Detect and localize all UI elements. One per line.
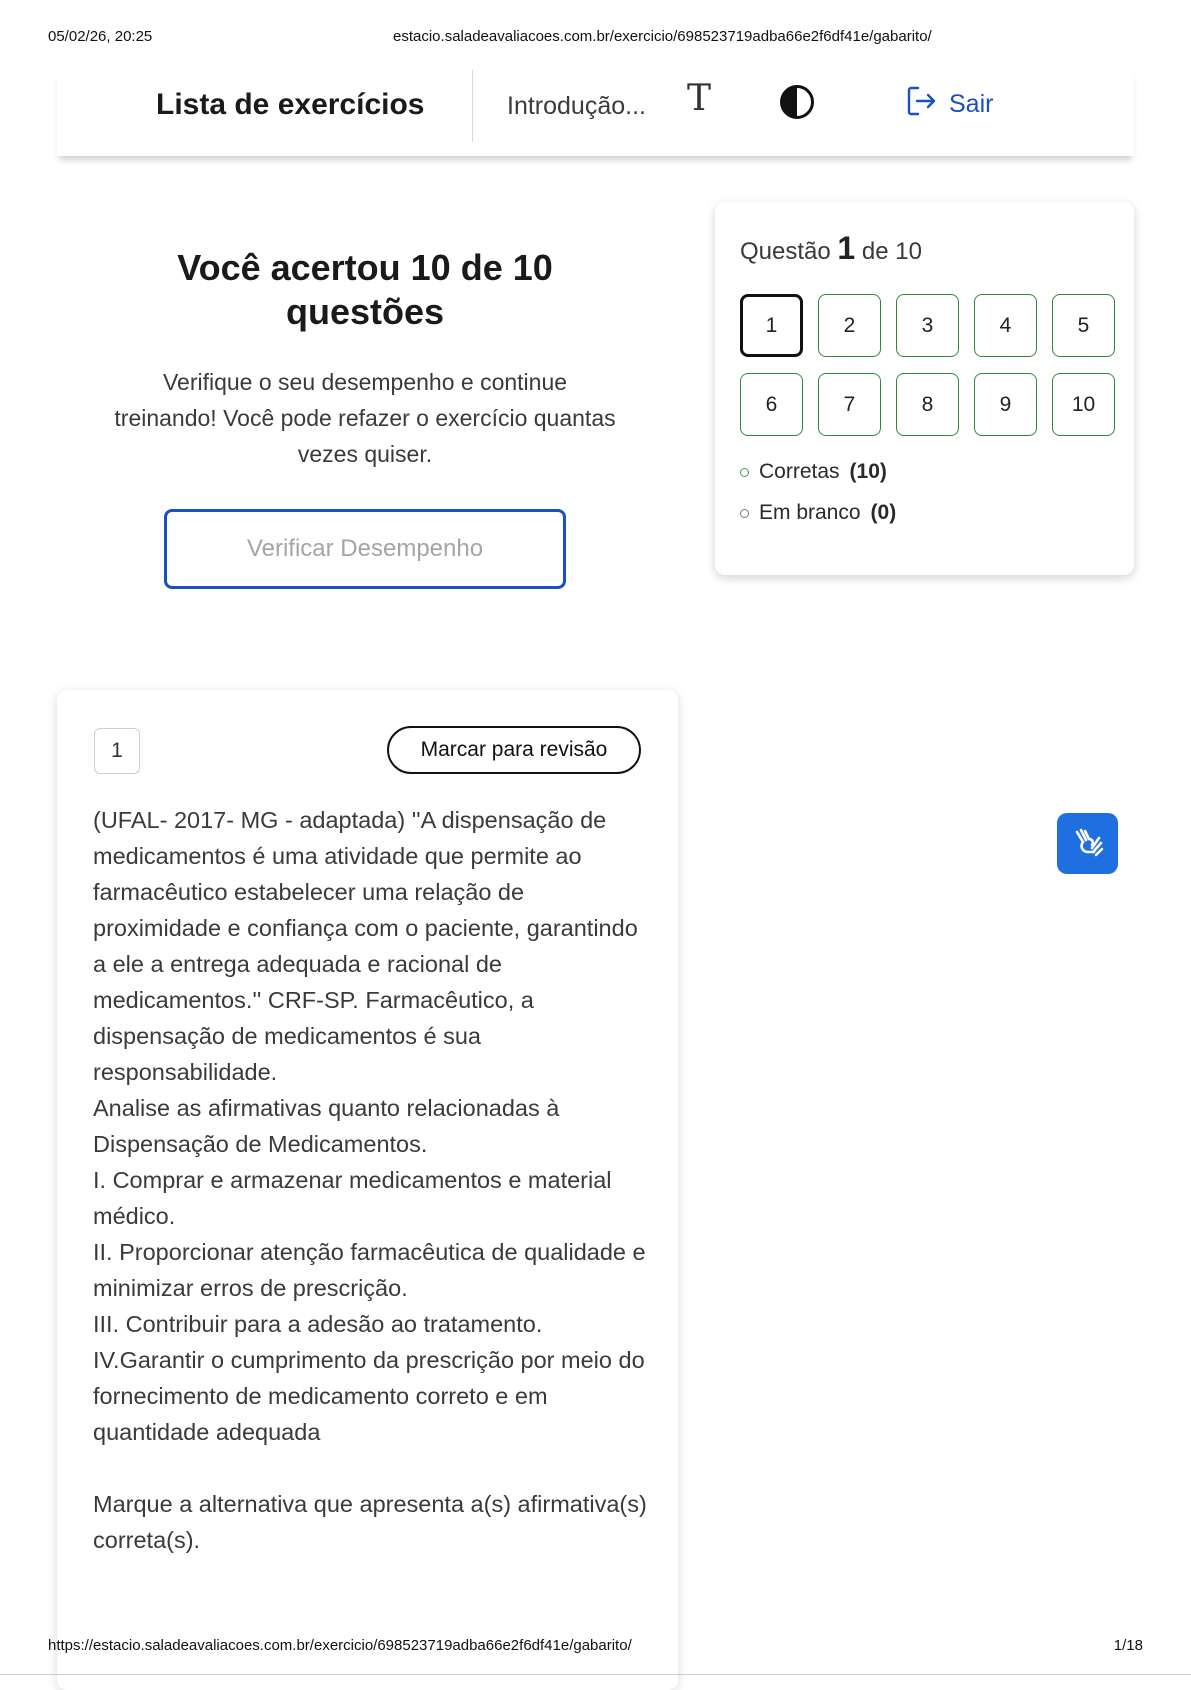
legend-correct-label: Corretas	[759, 460, 840, 483]
result-description: Verifique o seu desempenho e continue treinando! Você pode refazer o exercício quantas vezes quiser.	[114, 369, 616, 467]
logout-icon	[905, 84, 939, 125]
topbar-divider	[472, 70, 473, 142]
question-counter-suffix: de 10	[861, 238, 922, 265]
print-url: estacio.saladeavaliacoes.com.br/exercicio/698523719adba66e2f6df41e/gabarito/	[393, 28, 932, 45]
top-bar	[57, 70, 1134, 156]
print-header	[48, 28, 1143, 50]
legend-blank-count: (0)	[870, 501, 897, 524]
font-size-icon[interactable]: T	[686, 78, 711, 119]
blank-dot-icon	[740, 509, 749, 518]
question-button-6[interactable]: 6	[740, 373, 803, 436]
question-text: (UFAL- 2017- MG - adaptada) ''A dispensação de medicamentos é uma atividade que permite ao farmacêutico estabelecer uma relação de proximidade e confiança com o paciente, garantindo a ele a entrega adequada e racional de medicamentos.'' CRF-SP. Farmacêutico, a dispensação de medicamentos é sua responsabilidade. Analise as afirmativas quanto relacionadas à Dispensação de Medicamentos. I. Comprar e armazenar medicamentos e material médico. II. Proporcionar atenção farmacêutica de qualidade e minimizar erros de prescrição. III. Contribuir para a adesão ao tratamento. IV.Garantir o cumprimento da prescrição por meio do fornecimento de medicamento correto e em quantidade adequada Marque a alternativa que apresenta a(s) afirmativa(s) correta(s).	[93, 807, 647, 1553]
question-button-9[interactable]: 9	[974, 373, 1037, 436]
verify-performance-button[interactable]: Verificar Desempenho	[164, 509, 566, 589]
legend-blank	[740, 501, 896, 525]
print-date: 05/02/26, 20:25	[48, 28, 153, 45]
logout-button[interactable]	[905, 84, 993, 124]
question-number: 1	[94, 728, 140, 774]
question-button-10[interactable]: 10	[1052, 373, 1115, 436]
page-title: Lista de exercícios	[156, 88, 425, 121]
mark-for-review-button[interactable]: Marcar para revisão	[387, 726, 641, 774]
legend-correct	[740, 460, 887, 484]
page-divider	[0, 1674, 1191, 1675]
logout-label: Sair	[949, 89, 994, 118]
footer-url: https://estacio.saladeavaliacoes.com.br/exercicio/698523719adba66e2f6df41e/gabarito/	[48, 1637, 632, 1654]
question-button-2[interactable]: 2	[818, 294, 881, 357]
question-counter-current: 1	[837, 230, 856, 266]
correct-dot-icon	[740, 468, 749, 477]
page-number: 1/18	[1113, 1637, 1143, 1654]
question-navigator	[715, 202, 1134, 575]
sign-language-icon[interactable]	[1057, 813, 1118, 874]
exercise-subtitle[interactable]: Introdução...	[507, 92, 646, 120]
question-card	[57, 690, 678, 1690]
result-summary	[110, 246, 620, 472]
contrast-icon[interactable]	[779, 84, 815, 120]
question-button-5[interactable]: 5	[1052, 294, 1115, 357]
legend-blank-label: Em branco	[759, 501, 861, 524]
question-button-8[interactable]: 8	[896, 373, 959, 436]
legend-correct-count: (10)	[849, 460, 887, 483]
question-button-4[interactable]: 4	[974, 294, 1037, 357]
question-grid	[740, 294, 1120, 436]
question-button-3[interactable]: 3	[896, 294, 959, 357]
print-footer	[48, 1637, 1143, 1659]
question-counter	[740, 230, 922, 267]
question-button-7[interactable]: 7	[818, 373, 881, 436]
question-counter-prefix: Questão	[740, 238, 831, 265]
result-heading: Você acertou 10 de 10 questões	[177, 247, 553, 332]
question-button-1[interactable]: 1	[740, 294, 803, 357]
